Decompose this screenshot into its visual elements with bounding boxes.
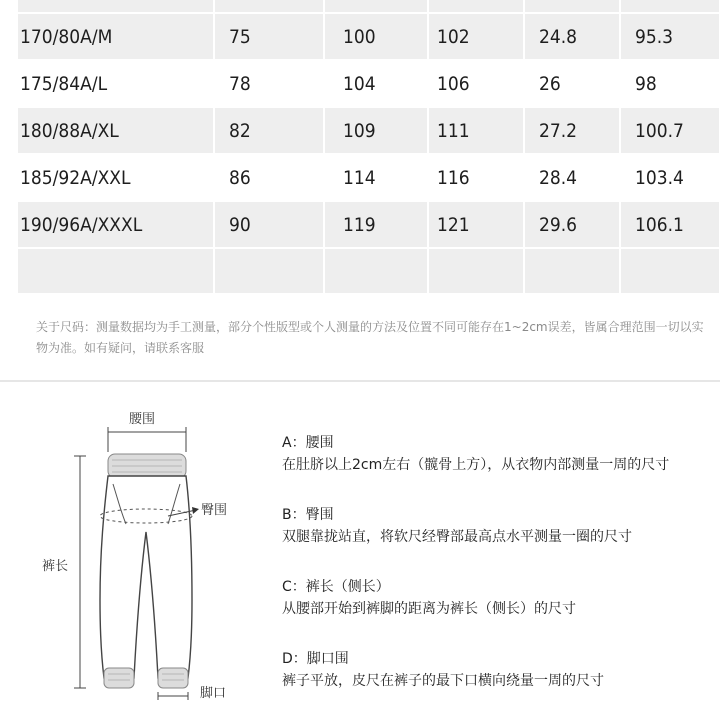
length-label: 裤长: [42, 559, 69, 574]
size-cell: 170/80A/M: [18, 13, 214, 60]
table-row: [18, 154, 720, 201]
value-cell: 27.2: [524, 107, 620, 154]
value-cell: 90: [214, 201, 324, 248]
value-cell: 95.3: [620, 13, 720, 60]
definition-desc: 裤子平放，皮尺在裤子的最下口横向绕量一周的尺寸: [282, 673, 604, 689]
definition-title: A：腰围: [282, 435, 334, 451]
definition-desc: 在肚脐以上2cm左右（髋骨上方），从衣物内部测量一周的尺寸: [282, 457, 670, 473]
value-cell: 104: [324, 60, 428, 107]
table-row-empty: [18, 248, 720, 294]
waist-label: 腰围: [129, 412, 156, 427]
pants-outline: [100, 476, 192, 678]
value-cell: 121: [428, 201, 524, 248]
hip-arrow-icon: [192, 507, 199, 514]
size-cell: 190/96A/XXXL: [18, 201, 214, 248]
cuff-right: [158, 668, 188, 688]
size-table-container: [18, 0, 720, 296]
definition-title: D：脚口围: [282, 651, 349, 667]
measurement-definitions: [282, 432, 712, 720]
definition-desc: 双腿靠拢站直，将软尺经臀部最高点水平测量一圈的尺寸: [282, 529, 632, 545]
table-row: [18, 107, 720, 154]
definition-title: C：裤长（侧长）: [282, 579, 390, 595]
value-cell: 100.7: [620, 107, 720, 154]
table-header-strip: [18, 0, 720, 13]
value-cell: 103.4: [620, 154, 720, 201]
definition-desc: 从腰部开始到裤脚的距离为裤长（侧长）的尺寸: [282, 601, 576, 617]
value-cell: 109: [324, 107, 428, 154]
value-cell: 28.4: [524, 154, 620, 201]
definition-length: [282, 576, 712, 648]
pants-diagram: [0, 400, 270, 720]
table-row: [18, 60, 720, 107]
value-cell: 116: [428, 154, 524, 201]
value-cell: 82: [214, 107, 324, 154]
definition-hip: [282, 504, 712, 576]
value-cell: 114: [324, 154, 428, 201]
value-cell: 86: [214, 154, 324, 201]
value-cell: 106.1: [620, 201, 720, 248]
definition-hem: [282, 648, 712, 720]
cuff-left: [104, 668, 134, 688]
value-cell: 75: [214, 13, 324, 60]
value-cell: 106: [428, 60, 524, 107]
value-cell: 98: [620, 60, 720, 107]
table-row: [18, 201, 720, 248]
hem-label: 脚口: [200, 686, 227, 701]
value-cell: 102: [428, 13, 524, 60]
definition-title: B：臀围: [282, 507, 334, 523]
section-divider: [0, 380, 720, 382]
size-cell: 180/88A/XL: [18, 107, 214, 154]
size-note: 关于尺码：测量数据均为手工测量，部分个性版型或个人测量的方法及位置不同可能存在1~2cm误差，皆属合理范围一切以实物为准。如有疑问，请联系客服: [36, 320, 704, 355]
size-table: [18, 0, 720, 295]
definition-waist: [282, 432, 712, 504]
value-cell: 111: [428, 107, 524, 154]
value-cell: 26: [524, 60, 620, 107]
hip-label: 臀围: [201, 503, 228, 518]
size-cell: 185/92A/XXL: [18, 154, 214, 201]
value-cell: 100: [324, 13, 428, 60]
value-cell: 119: [324, 201, 428, 248]
pants-illustration: [0, 400, 270, 720]
size-cell: 175/84A/L: [18, 60, 214, 107]
value-cell: 29.6: [524, 201, 620, 248]
value-cell: 24.8: [524, 13, 620, 60]
table-row: [18, 13, 720, 60]
value-cell: 78: [214, 60, 324, 107]
